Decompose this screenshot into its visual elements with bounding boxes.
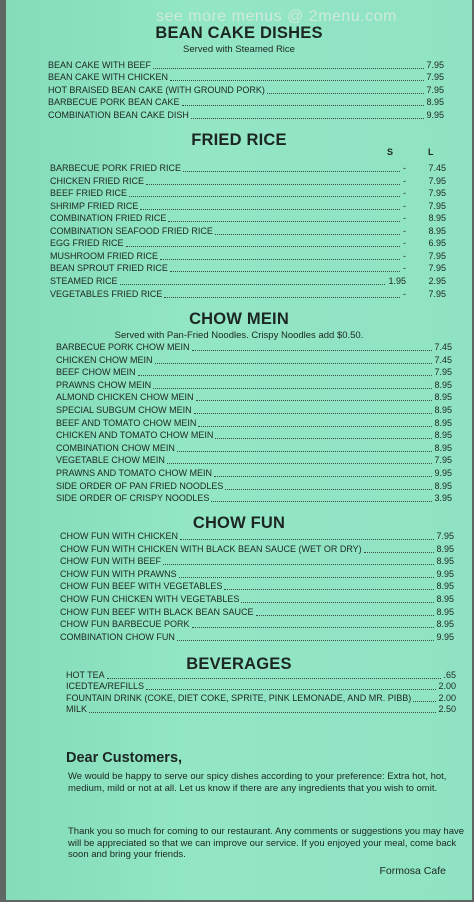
menu-item-name: BEEF CHOW MEIN <box>56 367 136 378</box>
dot-leader <box>196 400 433 401</box>
dot-leader <box>126 246 400 247</box>
fried-rice-small-column-label: S <box>387 147 394 157</box>
menu-item-name: COMBINATION SEAFOOD FRIED RICE <box>50 225 213 236</box>
menu-item-name: CHOW FUN BEEF WITH BLACK BEAN SAUCE <box>60 606 254 617</box>
dot-leader <box>225 489 432 490</box>
dot-leader <box>180 539 434 540</box>
menu-item-small-price: 1.95 <box>388 275 406 286</box>
dot-leader <box>138 375 433 376</box>
menu-item-name: CHICKEN FRIED RICE <box>50 175 145 186</box>
menu-item-row <box>60 581 454 594</box>
dot-leader <box>160 259 400 260</box>
menu-item-price: 7.95 <box>434 455 452 466</box>
menu-page <box>6 0 472 900</box>
menu-item-small-price: - <box>403 225 406 236</box>
dot-leader <box>192 350 433 351</box>
menu-item-name: MUSHROOM FRIED RICE <box>50 250 158 261</box>
watermark: see more menus @ 2menu.com <box>156 8 397 25</box>
menu-item-row <box>56 493 452 506</box>
menu-item-price: 8.95 <box>436 543 454 554</box>
menu-item-price: 7.45 <box>434 354 452 365</box>
menu-item-row <box>56 342 452 355</box>
menu-item-row <box>50 201 446 214</box>
dot-leader <box>215 234 400 235</box>
menu-item-row <box>56 392 452 405</box>
menu-item-price: 8.95 <box>436 581 454 592</box>
menu-item-name: BEAN CAKE WITH BEEF <box>48 60 152 70</box>
menu-item-name: COMBINATION CHOW MEIN <box>56 442 175 453</box>
menu-item-price: 7.95 <box>436 531 454 541</box>
menu-item-row <box>60 607 454 620</box>
menu-item-price: 6.95 <box>428 238 446 249</box>
menu-item-price: 8.95 <box>436 606 454 617</box>
menu-item-price: 7.95 <box>434 367 452 378</box>
menu-item-row <box>56 443 452 456</box>
dot-leader <box>155 363 433 364</box>
menu-item-price: 2.00 <box>438 692 456 703</box>
menu-item-price: 8.95 <box>426 97 444 108</box>
menu-item-row <box>56 380 452 393</box>
dot-leader <box>267 93 425 94</box>
menu-item-price: 9.95 <box>436 631 454 642</box>
menu-item-price: 7.95 <box>428 175 446 186</box>
menu-item-name: BARBECUE PORK BEAN CAKE <box>48 97 180 108</box>
menu-item-row <box>50 263 446 276</box>
menu-item-row <box>60 594 454 607</box>
dot-leader <box>129 196 400 197</box>
dot-leader <box>215 438 432 439</box>
menu-item-small-price: - <box>403 238 406 249</box>
menu-item-name: CHICKEN CHOW MEIN <box>56 354 153 365</box>
menu-item-price: 7.95 <box>428 250 446 261</box>
menu-item-name: BEAN SPROUT FRIED RICE <box>50 263 168 274</box>
dot-leader <box>107 678 442 679</box>
dot-leader <box>191 118 425 119</box>
menu-item-price: 9.95 <box>434 468 452 478</box>
menu-item-row <box>50 289 446 302</box>
menu-item-name: BEEF AND TOMATO CHOW MEIN <box>56 417 197 428</box>
menu-item-name: MILK <box>66 704 88 715</box>
menu-item-price: 8.95 <box>434 417 452 428</box>
menu-item-name: CHOW FUN WITH BEEF <box>60 556 161 567</box>
menu-item-row <box>50 213 446 226</box>
dot-leader <box>177 451 433 452</box>
menu-item-price: 7.45 <box>428 163 446 173</box>
dot-leader <box>177 640 435 641</box>
menu-item-row <box>60 531 454 544</box>
dot-leader <box>198 426 432 427</box>
menu-item-price: 7.95 <box>428 188 446 199</box>
menu-item-name: PRAWNS CHOW MEIN <box>56 379 152 390</box>
menu-item-name: FOUNTAIN DRINK (COKE, DIET COKE, SPRITE, PINK LEMONADE, AND MR. PIBB) <box>66 692 412 703</box>
menu-item-name: HOT TEA <box>66 670 105 680</box>
menu-item-name: ALMOND CHICKEN CHOW MEIN <box>56 392 194 403</box>
menu-item-row <box>50 176 446 189</box>
dot-leader <box>214 476 432 477</box>
menu-item-name: EGG FRIED RICE <box>50 238 124 249</box>
menu-item-row <box>56 468 452 481</box>
dot-leader <box>163 564 434 565</box>
dot-leader <box>183 171 400 172</box>
menu-item-price: 7.95 <box>428 200 446 211</box>
menu-item-row <box>48 110 444 123</box>
menu-item-small-price: - <box>403 163 406 173</box>
menu-item-name: BARBECUE PORK CHOW MEIN <box>56 342 190 352</box>
menu-item-row <box>66 704 456 717</box>
menu-item-price: 2.00 <box>438 681 456 692</box>
dot-leader <box>89 712 436 713</box>
menu-item-name: CHOW FUN BEEF WITH VEGETABLES <box>60 581 223 592</box>
menu-item-small-price: - <box>403 250 406 261</box>
menu-item-small-price: - <box>403 213 406 224</box>
menu-item-price: 7.95 <box>426 72 444 83</box>
note-heading: Dear Customers, <box>66 750 183 766</box>
dot-leader <box>153 388 432 389</box>
bean-cake-heading: BEAN CAKE DISHES <box>155 24 323 42</box>
menu-item-row <box>48 60 444 73</box>
dot-leader <box>211 501 432 502</box>
menu-item-name: COMBINATION CHOW FUN <box>60 631 175 642</box>
menu-item-price: 8.95 <box>434 430 452 441</box>
menu-item-row <box>50 163 446 176</box>
menu-item-price: 8.95 <box>434 392 452 403</box>
menu-item-name: CHOW FUN WITH PRAWNS <box>60 568 177 579</box>
menu-item-price: 3.95 <box>434 493 452 504</box>
menu-item-row <box>60 569 454 582</box>
menu-item-price: 8.95 <box>434 480 452 491</box>
menu-item-price: 7.95 <box>426 84 444 95</box>
menu-item-row <box>50 276 446 289</box>
menu-item-name: HOT BRAISED BEAN CAKE (WITH GROUND PORK) <box>48 84 265 95</box>
menu-item-name: STEAMED RICE <box>50 275 118 286</box>
dot-leader <box>168 221 400 222</box>
menu-item-row <box>60 544 454 557</box>
menu-item-price: 7.95 <box>426 60 444 70</box>
menu-item-price: 8.95 <box>434 442 452 453</box>
chow-mein-subtitle: Served with Pan-Fried Noodles. Crispy Noodles add $0.50. <box>114 330 364 341</box>
chow-fun-heading: CHOW FUN <box>192 514 286 532</box>
dot-leader <box>146 689 436 690</box>
menu-item-name: CHOW FUN WITH CHICKEN WITH BLACK BEAN SAUCE (WET OR DRY) <box>60 543 362 554</box>
menu-item-price: 8.95 <box>436 556 454 567</box>
menu-item-name: BARBECUE PORK FRIED RICE <box>50 163 182 173</box>
signature: Formosa Cafe <box>379 865 446 877</box>
menu-item-row <box>60 632 454 645</box>
note-paragraph-thanks: Thank you so much for coming to our restaurant. Any comments or suggestions you may have will be appreciated so that we can improve our service. If you enjoyed your meal, come back soon and bring your friends. <box>68 826 465 861</box>
dot-leader <box>194 413 433 414</box>
menu-item-small-price: - <box>403 263 406 274</box>
dot-leader <box>179 577 435 578</box>
menu-item-row <box>56 405 452 418</box>
menu-item-row <box>60 619 454 632</box>
menu-item-name: CHOW FUN CHICKEN WITH VEGETABLES <box>60 594 240 604</box>
menu-item-price: .65 <box>443 670 456 680</box>
dot-leader <box>224 589 434 590</box>
dot-leader <box>192 627 435 628</box>
menu-item-name: CHOW FUN WITH CHICKEN <box>60 531 178 541</box>
menu-item-name: BEEF FRIED RICE <box>50 188 128 199</box>
menu-item-row <box>56 418 452 431</box>
menu-item-row <box>48 85 444 98</box>
menu-item-price: 8.95 <box>428 213 446 224</box>
menu-item-row <box>48 97 444 110</box>
menu-item-name: CHOW FUN BARBECUE PORK <box>60 619 190 630</box>
menu-item-row <box>60 556 454 569</box>
menu-item-price: 8.95 <box>428 225 446 236</box>
dot-leader <box>182 105 425 106</box>
dot-leader <box>413 701 436 702</box>
dot-leader <box>170 80 424 81</box>
dot-leader <box>153 68 424 69</box>
menu-item-row <box>56 481 452 494</box>
menu-item-name: PRAWNS AND TOMATO CHOW MEIN <box>56 468 213 478</box>
menu-item-price: 8.95 <box>434 379 452 390</box>
menu-item-price: 8.95 <box>434 405 452 415</box>
menu-item-row <box>48 72 444 85</box>
menu-item-row <box>56 430 452 443</box>
fried-rice-heading: FRIED RICE <box>191 131 287 149</box>
menu-item-name: COMBINATION BEAN CAKE DISH <box>48 109 189 120</box>
beverages-heading: BEVERAGES <box>186 655 292 673</box>
menu-item-small-price: - <box>403 175 406 186</box>
menu-item-row <box>56 355 452 368</box>
fried-rice-large-column-label: L <box>428 147 434 157</box>
menu-item-name: SIDE ORDER OF CRISPY NOODLES <box>56 493 210 504</box>
menu-item-price: 9.95 <box>436 568 454 579</box>
menu-item-name: VEGETABLE CHOW MEIN <box>56 455 165 466</box>
menu-item-name: VEGETABLES FRIED RICE <box>50 288 163 299</box>
menu-item-row <box>50 188 446 201</box>
menu-item-row <box>50 238 446 251</box>
dot-leader <box>256 615 435 616</box>
dot-leader <box>364 552 435 553</box>
dot-leader <box>167 463 433 464</box>
menu-item-price: 7.95 <box>428 263 446 274</box>
menu-item-name: COMBINATION FRIED RICE <box>50 213 167 224</box>
note-paragraph-preferences: We would be happy to serve our spicy dishes according to your preference: Extra hot, hot, medium, mild or not at all. Let us know if there are any ingredients that you wish to omit. <box>68 771 447 794</box>
menu-item-row <box>50 251 446 264</box>
menu-item-small-price: - <box>403 200 406 211</box>
menu-item-small-price: - <box>403 288 406 299</box>
menu-item-name: SPECIAL SUBGUM CHOW MEIN <box>56 405 192 415</box>
dot-leader <box>146 184 400 185</box>
dot-leader <box>241 602 434 603</box>
menu-item-price: 2.95 <box>428 275 446 286</box>
chow-mein-heading: CHOW MEIN <box>189 310 289 328</box>
menu-item-row <box>50 226 446 239</box>
menu-item-price: 8.95 <box>436 594 454 604</box>
dot-leader <box>120 284 386 285</box>
menu-item-name: ICEDTEA/REFILLS <box>66 681 145 692</box>
menu-item-row <box>56 455 452 468</box>
dot-leader <box>140 209 400 210</box>
menu-item-price: 2.50 <box>438 704 456 715</box>
menu-item-name: SHRIMP FRIED RICE <box>50 200 139 211</box>
bean-cake-subtitle: Served with Steamed Rice <box>183 44 295 55</box>
dot-leader <box>170 271 400 272</box>
menu-item-name: SIDE ORDER OF PAN FRIED NOODLES <box>56 480 224 491</box>
menu-item-name: CHICKEN AND TOMATO CHOW MEIN <box>56 430 214 441</box>
menu-item-small-price: - <box>403 188 406 199</box>
menu-item-price: 7.45 <box>434 342 452 352</box>
menu-item-price: 7.95 <box>428 288 446 299</box>
dot-leader <box>164 297 400 298</box>
menu-item-name: BEAN CAKE WITH CHICKEN <box>48 72 169 83</box>
menu-item-row <box>56 367 452 380</box>
menu-item-price: 8.95 <box>436 619 454 630</box>
menu-item-price: 9.95 <box>426 109 444 120</box>
